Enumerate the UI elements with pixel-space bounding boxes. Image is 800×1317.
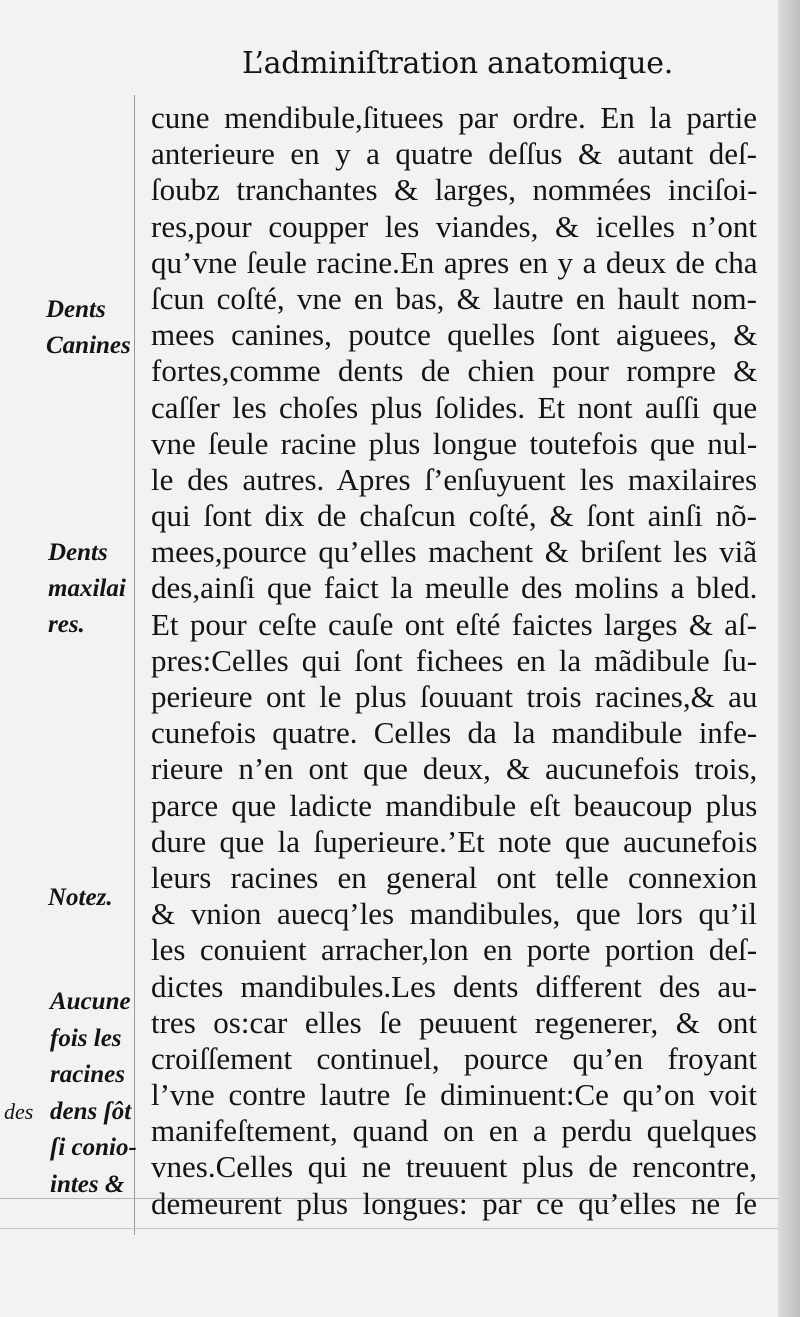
body-line: & vnion auecq’les mandibules, que lors qu’il <box>151 896 757 932</box>
handwritten-annotation: des <box>4 1098 34 1124</box>
body-line: vne ſeule racine plus longue toutefois que nul- <box>151 425 758 461</box>
body-line: demeurent plus longues: par ce qu’elles ne ſe <box>151 1185 757 1221</box>
body-line: croiſſement continuel, pource qu’en froyant <box>151 1040 757 1076</box>
margin-note-line: racines <box>50 1061 125 1088</box>
margin-note-aucune-fois <box>4 984 137 1203</box>
margin-note-dents-canines <box>46 292 131 364</box>
body-line: fortes,comme dents de chien pour rompre & <box>151 353 758 389</box>
body-line: dure que la ſuperieure.’Et note que aucunefois <box>151 823 758 859</box>
body-line: leurs racines en general ont telle connexion <box>151 859 758 895</box>
margin-note-line: ſi conio- <box>50 1134 137 1161</box>
margin-note-line <box>4 1094 137 1131</box>
margin-note-line: maxilai <box>48 575 126 602</box>
body-line: ſoubz tranchantes & larges, nommées inciſoi- <box>151 172 758 208</box>
body-line: dictes mandibules.Les dents different des au- <box>151 968 757 1004</box>
margin-note-line: fois les <box>50 1024 122 1052</box>
margin-note-line: Aucune <box>50 988 131 1015</box>
page-edge-shadow <box>778 0 800 1317</box>
body-line: ſcun coſté, vne en bas, & lautre en hault nom- <box>151 280 757 316</box>
body-line: qui ſont dix de chaſcun coſté, & ſont ainſi nõ- <box>151 498 757 534</box>
body-line: les conuient arracher,lon en porte portion deſ- <box>151 932 758 968</box>
body-line: qu’vne ſeule racine.En apres en y a deux de cha <box>151 244 758 280</box>
body-line: perieure ont le plus ſouuant trois racines,& au <box>151 679 758 714</box>
margin-note-dents-maxilaires <box>48 535 126 643</box>
body-line: parce que ladicte mandibule eſt beaucoup plus <box>151 787 758 823</box>
body-text <box>151 100 757 1222</box>
body-line: le des autres. Apres ſ’enſuyuent les maxilaires <box>151 461 758 497</box>
margin-note-line: Dents <box>48 539 108 566</box>
margin-note-line: intes & <box>50 1170 125 1198</box>
bottom-rule-lower <box>0 1228 778 1229</box>
margin-note-text: dens ſôt <box>50 1097 132 1125</box>
body-line: Et pour ceſte cauſe ont eſté faictes larges & aſ- <box>151 606 757 642</box>
margin-note-line: Notez. <box>48 884 113 911</box>
body-line: res,pour coupper les viandes, & icelles n’ont <box>151 208 757 244</box>
running-title: L’adminiſtration anatomique. <box>242 46 673 81</box>
body-line: rieure n’en ont que deux, & aucunefois trois, <box>151 751 758 787</box>
margin-note-line: res. <box>48 611 85 638</box>
body-line: cunefois quatre. Celles da la mandibule infe- <box>151 715 758 751</box>
margin-note-notez <box>48 880 113 916</box>
body-line: manifeſtement, quand on en a perdu quelques <box>151 1113 757 1149</box>
body-line: pres:Celles qui ſont fichees en la mãdibule ſu- <box>151 642 758 678</box>
margin-note-line: Canines <box>46 332 131 359</box>
body-line: caſſer les choſes plus ſolides. Et nont auſſi que <box>151 389 758 425</box>
body-line: l’vne contre lautre ſe diminuent:Ce qu’on voit <box>151 1077 757 1113</box>
body-line: vnes.Celles qui ne treuuent plus de rencontre, <box>151 1149 757 1185</box>
body-line: anterieure en y a quatre deſſus & autant deſ- <box>151 136 757 172</box>
body-line: mees,pource qu’elles machent & briſent les viã <box>151 534 757 570</box>
margin-note-line: Dents <box>46 296 106 323</box>
body-line: des,ainſi que faict la meulle des molins a bled. <box>151 570 758 606</box>
body-line: cune mendibule,ſituees par ordre. En la partie <box>151 100 757 135</box>
body-line: mees canines, poutce quelles ſont aiguees, & <box>151 317 758 353</box>
body-line: tres os:car elles ſe peuuent regenerer, & ont <box>151 1004 757 1040</box>
